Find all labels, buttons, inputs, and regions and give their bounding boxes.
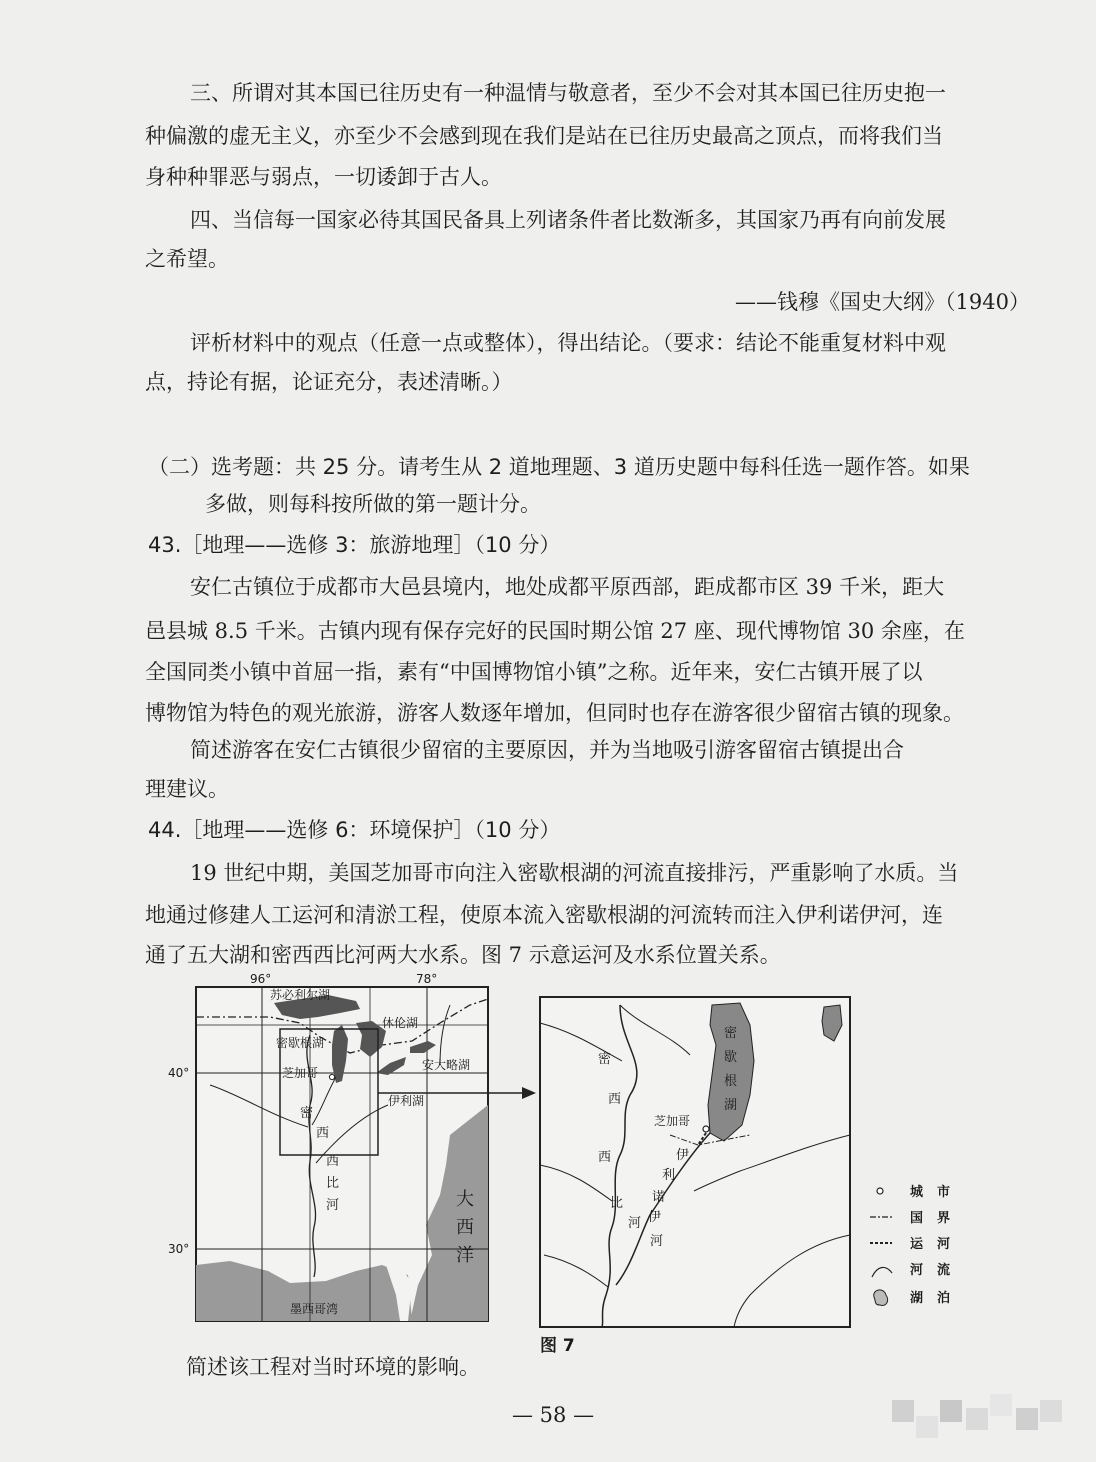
lat-label-30: 30°: [168, 1242, 190, 1256]
page-number: — 58 —: [512, 1403, 595, 1427]
link-arrow-head: [522, 1087, 536, 1099]
task-line2: 点，持论有据，论证充分，表述清晰。）: [145, 370, 513, 394]
right-ill-char-1: 伊: [676, 1148, 690, 1163]
legend-river-symbol: [872, 1267, 892, 1277]
legend-city-label: 城市: [910, 1185, 965, 1200]
right-ill-char-2: 利: [662, 1168, 676, 1183]
q44-body-line1: 19 世纪中期，美国芝加哥市向注入密歇根湖的河流直接排污，严重影响了水质。当: [190, 861, 959, 885]
passage-p3-line2: 种偏激的虚无主义，亦至少不会感到现在我们是站在已往历史最高之顶点，而将我们当: [145, 124, 943, 148]
lat-label-40: 40°: [168, 1066, 190, 1080]
legend-lake-label: 湖泊: [910, 1291, 965, 1306]
right-map-frame: [540, 997, 850, 1327]
legend-lake-symbol: [874, 1290, 888, 1305]
miss-char-2: 西: [316, 1126, 330, 1141]
q43-question-line2: 理建议。: [145, 777, 229, 801]
chicago-dot: [329, 1074, 334, 1079]
q44-title: 44.［地理——选修 6：环境保护］（10 分）: [148, 818, 561, 842]
q43-body-line3: 全国同类小镇中首屈一指，素有“中国博物馆小镇”之称。近年来，安仁古镇开展了以: [145, 660, 923, 684]
label-lake-huron: 休伦湖: [382, 1016, 419, 1030]
lake-char-1: 密: [724, 1026, 738, 1041]
lake-char-3: 根: [724, 1074, 738, 1089]
ocean-char-1: 大: [456, 1189, 474, 1210]
q43-title: 43.［地理——选修 3：旅游地理］（10 分）: [148, 533, 561, 557]
q43-body-line1: 安仁古镇位于成都市大邑县境内，地处成都平原西部，距成都市区 39 千米，距大: [190, 575, 945, 599]
label-lake-ontario: 安大略湖: [422, 1058, 471, 1072]
figure-caption: 图 7: [540, 1336, 575, 1356]
miss-char-5: 河: [326, 1198, 340, 1213]
lake-char-2: 歇: [724, 1050, 738, 1065]
right-miss-char-5: 河: [628, 1216, 642, 1231]
label-lake-michigan: 密歇根湖: [276, 1036, 325, 1050]
right-ill-char-4: 伊: [648, 1210, 662, 1225]
right-map: [540, 997, 850, 1327]
section-heading-line2: 多做，则每科按所做的第一题计分。: [205, 492, 541, 516]
right-miss-char-3: 西: [598, 1150, 612, 1165]
passage-p4-line1: 四、当信每一国家必待其国民备具上列诸条件者比数渐多，其国家乃再有向前发展: [190, 208, 946, 232]
miss-char-1: 密: [300, 1106, 314, 1121]
ocean-char-3: 洋: [456, 1245, 474, 1266]
q43-question-line1: 简述游客在安仁古镇很少留宿的主要原因，并为当地吸引游客留宿古镇提出合: [190, 738, 904, 762]
legend-canal-label: 运河: [910, 1237, 965, 1252]
task-line1: 评析材料中的观点（任意一点或整体），得出结论。（要求：结论不能重复材料中观: [190, 331, 946, 355]
left-map: [168, 972, 536, 1321]
legend: [870, 1184, 964, 1306]
right-ill-char-5: 河: [650, 1234, 664, 1249]
passage-source: ——钱穆《国史大纲》（1940）: [735, 290, 1030, 314]
q43-body-line2: 邑县城 8.5 千米。古镇内现有保存完好的民国时期公馆 27 座、现代博物馆 30 余座，在: [145, 619, 965, 643]
passage-p4-line2: 之希望。: [145, 247, 229, 271]
passage-p3-line3: 身种种罪恶与弱点，一切诿卸于古人。: [145, 165, 502, 189]
right-miss-char-2: 西: [608, 1092, 622, 1107]
miss-char-4: 比: [326, 1176, 340, 1191]
right-label-chicago: 芝加哥: [654, 1114, 691, 1128]
lon-label-78: 78°: [416, 972, 438, 986]
right-miss-char-1: 密: [598, 1052, 612, 1067]
passage-p3-line1: 三、所谓对其本国已往历史有一种温情与敬意者，至少不会对其本国已往历史抱一: [190, 81, 946, 105]
q44-question: 简述该工程对当时环境的影响。: [186, 1355, 480, 1379]
legend-city-symbol: [877, 1188, 883, 1194]
q44-body-line3: 通了五大湖和密西西比河两大水系。图 7 示意运河及水系位置关系。: [145, 943, 781, 967]
label-lake-erie: 伊利湖: [388, 1094, 425, 1108]
ocean-char-2: 西: [456, 1217, 474, 1238]
right-chicago-dot: [703, 1126, 709, 1132]
label-lake-superior: 苏必利尔湖: [270, 988, 331, 1002]
q43-body-line4: 博物馆为特色的观光旅游，游客人数逐年增加，但同时也存在游客很少留宿古镇的现象。: [145, 701, 964, 725]
section-heading-line1: （二）选考题：共 25 分。请考生从 2 道地理题、3 道历史题中每科任选一题作答。如果: [148, 455, 970, 479]
lon-label-96: 96°: [250, 972, 272, 986]
figure-7: [150, 965, 970, 1365]
q44-body-line2: 地通过修建人工运河和清淤工程，使原本流入密歇根湖的河流转而注入伊利诺伊河，连: [145, 903, 943, 927]
legend-river-label: 河流: [910, 1263, 965, 1278]
miss-char-3: 西: [326, 1154, 340, 1169]
label-chicago: 芝加哥: [282, 1066, 319, 1080]
label-gulf: 墨西哥湾: [290, 1302, 339, 1316]
lake-char-4: 湖: [724, 1098, 738, 1113]
right-ill-char-3: 诺: [652, 1190, 666, 1205]
legend-border-label: 国界: [910, 1211, 965, 1226]
right-miss-char-4: 比: [610, 1196, 624, 1211]
